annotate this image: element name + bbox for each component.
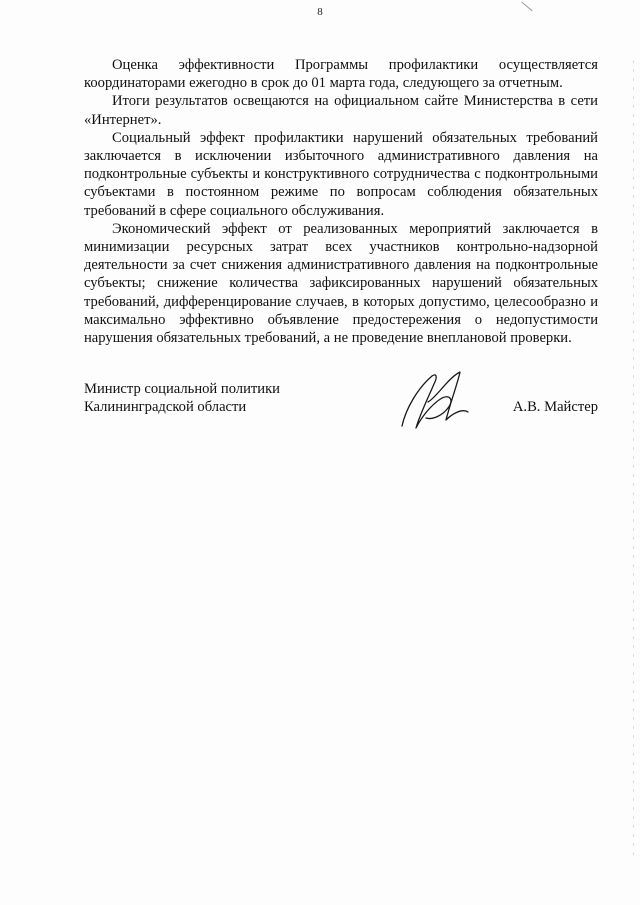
page-number: 8 xyxy=(317,6,323,18)
document-body xyxy=(84,56,598,347)
signatory-title-line-2: Калининградской области xyxy=(84,399,247,416)
paragraph-economic-effect: Экономический эффект от реализованных мероприятий заключается в минимизации ресурсных затрат всех участников контрольно-надзорной деятельности за счет снижения административного давления на подконтрольные субъекты; снижение количества зафиксированных нарушений обязательных требований, дифференцирование случаев, в которых допустимо, целесообразно и максимально эффективно объявление предостережения о недопустимости нарушения обязательных требований, а не проведение внеплановой проверки. xyxy=(84,220,598,347)
paragraph-results: Итоги результатов освещаются на официальном сайте Министерства в сети «Интернет». xyxy=(84,93,598,128)
paragraph-evaluation: Оценка эффективности Программы профилактики осуществляется координаторами ежегодно в срок до 01 марта года, следующего за отчетным. xyxy=(84,57,598,92)
scan-edge-line xyxy=(633,60,634,860)
signatory-name: А.В. Майстер xyxy=(512,399,598,415)
handwritten-signature xyxy=(392,368,512,438)
signature-block xyxy=(84,380,598,440)
signatory-title-line-1: Министр социальной политики xyxy=(84,381,280,397)
paragraph-social-effect: Социальный эффект профилактики нарушений обязательных требований заключается в исключении избыточного административного давления на подконтрольные субъекты и конструктивного сотрудничества с подконтрольными субъектами в постоянном режиме по вопросам соблюдения обязательных требований в сфере социального обслуживания. xyxy=(84,129,598,219)
signatory-position xyxy=(84,380,280,416)
